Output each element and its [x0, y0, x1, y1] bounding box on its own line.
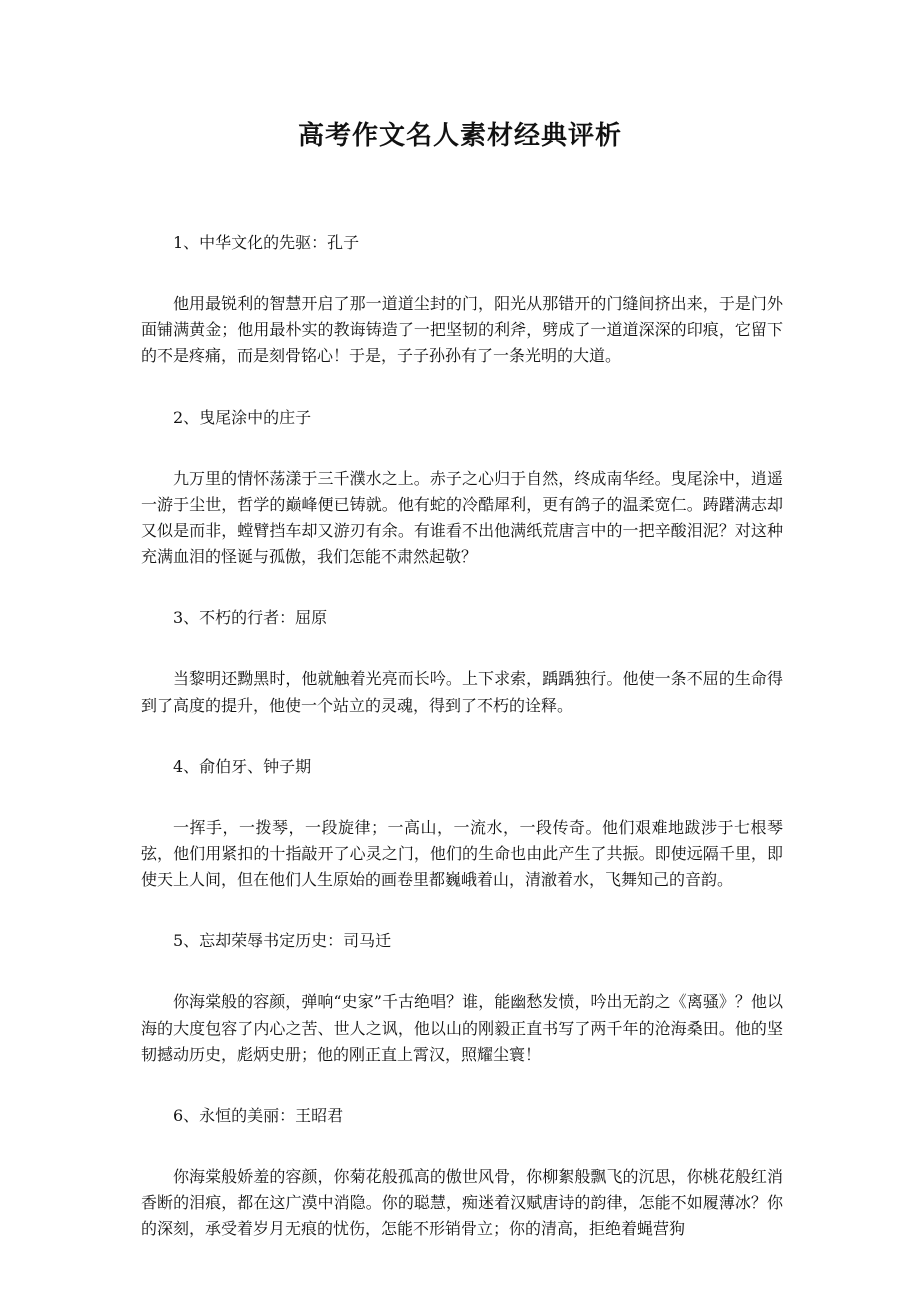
document-title: 高考作文名人素材经典评析	[297, 121, 622, 151]
section-paragraph: 当黎明还黝黑时，他就触着光亮而长吟。上下求索，踽踽独行。他使一条不屈的生命得到了高度的提升，他使一个站立的灵魂，得到了不朽的诠释。	[141, 669, 783, 715]
section-4	[141, 754, 783, 894]
section-6	[141, 1103, 783, 1243]
section-heading: 4、俞伯牙、钟子期	[173, 756, 312, 776]
document-content	[141, 230, 783, 1243]
section-5	[141, 928, 783, 1068]
section-paragraph: 你海棠般的容颜，弹响“史家”千古绝唱？谁，能幽愁发愤，吟出无韵之《离骚》？他以海的大度包容了内心之苦、世人之讽，他以山的刚毅正直书写了两千年的沧海桑田。他的坚韧撼动历史，彪炳史册；他的刚正直上霄汉，照耀尘寰！	[141, 992, 783, 1064]
section-heading: 5、忘却荣辱书定历史：司马迁	[173, 931, 392, 951]
section-heading: 2、曳尾涂中的庄子	[173, 407, 312, 427]
section-heading: 3、不朽的行者：屈原	[173, 608, 328, 628]
section-paragraph: 你海棠般娇羞的容颜，你菊花般孤高的傲世风骨，你柳絮般飘飞的沉思，你桃花般红消香断的泪痕，都在这广漠中消隐。你的聪慧，痴迷着汉赋唐诗的韵律，怎能不如履薄冰？你的深刻，承受着岁月无痕的忧伤，怎能不形销骨立；你的清高，拒绝着蝇营狗	[141, 1167, 783, 1239]
section-heading: 6、永恒的美丽：王昭君	[173, 1106, 344, 1126]
section-3	[141, 605, 783, 718]
section-1	[141, 230, 783, 370]
section-paragraph: 九万里的情怀荡漾于三千濮水之上。赤子之心归于自然，终成南华经。曳尾涂中，逍遥一游于尘世，哲学的巅峰便已铸就。他有蛇的冷酷犀利，更有鸽子的温柔宽仁。踌躇满志却又似是而非，螳臂挡车却又游刃有余。有谁看不出他满纸荒唐言中的一把辛酸泪泥？对这种充满血泪的怪诞与孤傲，我们怎能不肃然起敬？	[141, 468, 783, 567]
section-paragraph: 他用最锐利的智慧开启了那一道道尘封的门，阳光从那错开的门缝间挤出来，于是门外面铺满黄金；他用最朴实的教诲铸造了一把坚韧的利斧，劈成了一道道深深的印痕，它留下的不是疼痛，而是刻骨铭心！于是，子子孙孙有了一条光明的大道。	[141, 294, 783, 366]
section-2	[141, 405, 783, 571]
section-paragraph: 一挥手，一拨琴，一段旋律；一高山，一流水，一段传奇。他们艰难地跋涉于七根琴弦，他们用紧扣的十指敲开了心灵之门，他们的生命也由此产生了共振。即使远隔千里，即使天上人间，但在他们人生原始的画卷里都巍峨着山，清澈着水，飞舞知己的音韵。	[141, 817, 783, 890]
section-heading: 1、中华文化的先驱：孔子	[173, 233, 360, 252]
